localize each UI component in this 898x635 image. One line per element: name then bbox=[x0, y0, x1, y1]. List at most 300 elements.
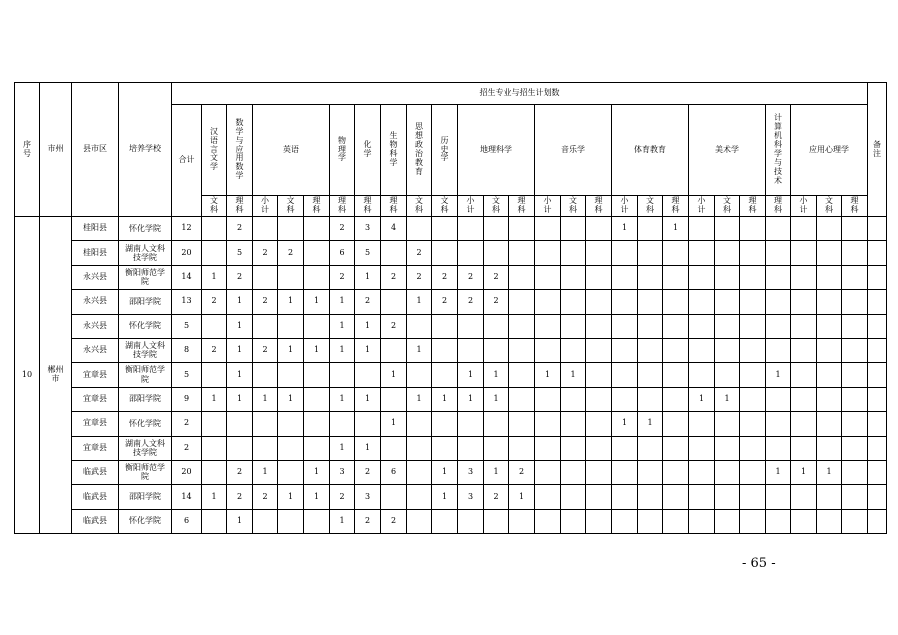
count-cell bbox=[612, 338, 638, 362]
count-cell bbox=[509, 387, 535, 411]
count-cell bbox=[663, 387, 689, 411]
count-cell: 2 bbox=[227, 460, 253, 484]
count-cell bbox=[638, 265, 663, 289]
count-cell bbox=[715, 290, 740, 314]
count-cell bbox=[535, 338, 561, 362]
table-row bbox=[15, 412, 887, 436]
county-cell: 临武县 bbox=[72, 460, 119, 484]
subheader-arts-11: 文科 bbox=[484, 196, 509, 217]
school-cell: 湖南人文科技学院 bbox=[119, 436, 172, 460]
remarks-cell bbox=[868, 217, 887, 241]
table-row bbox=[15, 363, 887, 387]
count-cell: 1 bbox=[509, 485, 535, 509]
count-cell bbox=[740, 314, 766, 338]
count-cell: 1 bbox=[355, 387, 381, 411]
count-cell bbox=[278, 412, 304, 436]
subheader-science-5: 理科 bbox=[330, 196, 355, 217]
count-cell bbox=[842, 363, 868, 387]
count-cell bbox=[535, 217, 561, 241]
count-cell bbox=[561, 338, 586, 362]
count-cell bbox=[509, 338, 535, 362]
count-cell bbox=[689, 338, 715, 362]
remarks-cell bbox=[868, 387, 887, 411]
count-cell bbox=[586, 485, 612, 509]
subheader-science-12: 理科 bbox=[509, 196, 535, 217]
count-cell bbox=[766, 485, 791, 509]
count-cell: 2 bbox=[227, 485, 253, 509]
count-cell bbox=[791, 290, 817, 314]
header-county: 县市区 bbox=[72, 83, 119, 217]
count-cell bbox=[689, 241, 715, 265]
count-cell: 2 bbox=[381, 509, 407, 533]
count-cell: 2 bbox=[330, 217, 355, 241]
county-cell: 永兴县 bbox=[72, 290, 119, 314]
count-cell bbox=[689, 265, 715, 289]
count-cell bbox=[766, 217, 791, 241]
count-cell bbox=[817, 412, 842, 436]
count-cell bbox=[612, 241, 638, 265]
count-cell: 1 bbox=[278, 387, 304, 411]
count-cell bbox=[791, 265, 817, 289]
count-cell: 1 bbox=[227, 387, 253, 411]
subheader-science-25: 理科 bbox=[842, 196, 868, 217]
count-cell: 1 bbox=[766, 460, 791, 484]
count-cell bbox=[766, 290, 791, 314]
count-cell bbox=[561, 314, 586, 338]
count-cell bbox=[842, 412, 868, 436]
count-cell bbox=[561, 241, 586, 265]
enrollment-plan-table bbox=[14, 82, 887, 534]
count-cell bbox=[842, 387, 868, 411]
count-cell bbox=[638, 338, 663, 362]
count-cell bbox=[638, 217, 663, 241]
count-cell bbox=[355, 412, 381, 436]
count-cell bbox=[253, 217, 278, 241]
count-cell bbox=[740, 460, 766, 484]
county-cell: 宜章县 bbox=[72, 363, 119, 387]
count-cell bbox=[740, 387, 766, 411]
count-cell: 2 bbox=[330, 485, 355, 509]
count-cell bbox=[715, 338, 740, 362]
subheader-science-6: 理科 bbox=[355, 196, 381, 217]
count-cell: 1 bbox=[202, 485, 227, 509]
remarks-cell bbox=[868, 290, 887, 314]
count-cell bbox=[458, 314, 484, 338]
header-math: 数学与应用数学 bbox=[227, 105, 253, 196]
remarks-cell bbox=[868, 509, 887, 533]
count-cell bbox=[586, 241, 612, 265]
count-cell bbox=[278, 314, 304, 338]
count-cell: 2 bbox=[432, 265, 458, 289]
count-cell bbox=[253, 436, 278, 460]
count-cell: 2 bbox=[484, 485, 509, 509]
count-cell bbox=[842, 338, 868, 362]
count-cell: 1 bbox=[202, 387, 227, 411]
count-cell bbox=[381, 485, 407, 509]
page-number: - 65 - bbox=[742, 556, 776, 571]
count-cell: 1 bbox=[612, 412, 638, 436]
count-cell: 1 bbox=[484, 460, 509, 484]
count-cell bbox=[817, 265, 842, 289]
count-cell: 1 bbox=[355, 338, 381, 362]
county-cell: 永兴县 bbox=[72, 265, 119, 289]
count-cell bbox=[253, 314, 278, 338]
count-cell: 1 bbox=[227, 314, 253, 338]
count-cell bbox=[689, 436, 715, 460]
count-cell bbox=[817, 485, 842, 509]
subheader-subtotal-19: 小计 bbox=[689, 196, 715, 217]
count-cell bbox=[689, 412, 715, 436]
count-cell bbox=[227, 436, 253, 460]
subheader-subtotal-2: 小计 bbox=[253, 196, 278, 217]
count-cell bbox=[381, 241, 407, 265]
school-cell: 衡阳师范学院 bbox=[119, 460, 172, 484]
count-cell bbox=[715, 217, 740, 241]
subheader-arts-20: 文科 bbox=[715, 196, 740, 217]
subheader-subtotal-23: 小计 bbox=[791, 196, 817, 217]
count-cell bbox=[304, 241, 330, 265]
count-cell bbox=[740, 436, 766, 460]
header-chemistry: 化学 bbox=[355, 105, 381, 196]
subheader-arts-3: 文科 bbox=[278, 196, 304, 217]
school-cell: 邵阳学院 bbox=[119, 387, 172, 411]
count-cell bbox=[535, 290, 561, 314]
count-cell: 5 bbox=[227, 241, 253, 265]
count-cell bbox=[612, 460, 638, 484]
count-cell bbox=[715, 363, 740, 387]
count-cell bbox=[253, 265, 278, 289]
school-cell: 怀化学院 bbox=[119, 217, 172, 241]
subheader-science-4: 理科 bbox=[304, 196, 330, 217]
count-cell bbox=[202, 412, 227, 436]
count-cell bbox=[817, 241, 842, 265]
count-cell bbox=[458, 509, 484, 533]
count-cell bbox=[766, 265, 791, 289]
count-cell bbox=[484, 412, 509, 436]
count-cell bbox=[432, 217, 458, 241]
count-cell bbox=[304, 412, 330, 436]
header-biology: 生物科学 bbox=[381, 105, 407, 196]
remarks-cell bbox=[868, 363, 887, 387]
count-cell bbox=[509, 290, 535, 314]
count-cell bbox=[330, 363, 355, 387]
school-cell: 怀化学院 bbox=[119, 509, 172, 533]
count-cell bbox=[535, 387, 561, 411]
count-cell bbox=[612, 509, 638, 533]
count-cell: 5 bbox=[355, 241, 381, 265]
count-cell bbox=[715, 460, 740, 484]
count-cell: 1 bbox=[355, 265, 381, 289]
count-cell bbox=[612, 314, 638, 338]
count-cell: 1 bbox=[330, 509, 355, 533]
count-cell: 2 bbox=[355, 290, 381, 314]
header-politics: 思想政治教育 bbox=[407, 105, 432, 196]
seq-value: 10 bbox=[15, 217, 40, 534]
count-cell bbox=[842, 265, 868, 289]
count-cell: 2 bbox=[355, 460, 381, 484]
count-cell bbox=[484, 509, 509, 533]
count-cell bbox=[484, 241, 509, 265]
count-cell bbox=[561, 387, 586, 411]
count-cell: 1 bbox=[638, 412, 663, 436]
count-cell: 1 bbox=[535, 363, 561, 387]
count-cell: 6 bbox=[330, 241, 355, 265]
count-cell bbox=[561, 265, 586, 289]
count-cell bbox=[407, 363, 432, 387]
count-cell bbox=[740, 363, 766, 387]
city-value: 郴州市 bbox=[40, 217, 72, 534]
count-cell bbox=[253, 363, 278, 387]
count-cell bbox=[842, 217, 868, 241]
subheader-science-7: 理科 bbox=[381, 196, 407, 217]
count-cell bbox=[689, 217, 715, 241]
total-cell: 14 bbox=[172, 485, 202, 509]
count-cell bbox=[663, 436, 689, 460]
total-cell: 9 bbox=[172, 387, 202, 411]
count-cell: 1 bbox=[227, 509, 253, 533]
header-music: 音乐学 bbox=[535, 105, 612, 196]
count-cell bbox=[586, 314, 612, 338]
count-cell: 1 bbox=[561, 363, 586, 387]
table-row bbox=[15, 314, 887, 338]
total-cell: 12 bbox=[172, 217, 202, 241]
count-cell bbox=[638, 241, 663, 265]
count-cell bbox=[407, 436, 432, 460]
count-cell bbox=[586, 387, 612, 411]
count-cell bbox=[689, 290, 715, 314]
count-cell: 1 bbox=[330, 387, 355, 411]
count-cell bbox=[458, 241, 484, 265]
remarks-cell bbox=[868, 485, 887, 509]
count-cell bbox=[791, 412, 817, 436]
count-cell: 1 bbox=[458, 363, 484, 387]
count-cell bbox=[663, 338, 689, 362]
count-cell: 1 bbox=[227, 290, 253, 314]
count-cell bbox=[663, 363, 689, 387]
count-cell bbox=[355, 363, 381, 387]
count-cell bbox=[278, 436, 304, 460]
count-cell bbox=[509, 412, 535, 436]
total-cell: 13 bbox=[172, 290, 202, 314]
count-cell bbox=[689, 509, 715, 533]
count-cell bbox=[535, 241, 561, 265]
count-cell bbox=[253, 412, 278, 436]
count-cell: 2 bbox=[202, 338, 227, 362]
count-cell: 2 bbox=[484, 290, 509, 314]
count-cell bbox=[715, 412, 740, 436]
count-cell bbox=[304, 363, 330, 387]
count-cell bbox=[381, 387, 407, 411]
count-cell: 2 bbox=[253, 290, 278, 314]
count-cell bbox=[484, 217, 509, 241]
count-cell bbox=[612, 363, 638, 387]
count-cell: 2 bbox=[278, 241, 304, 265]
count-cell bbox=[535, 314, 561, 338]
header-fineart: 美术学 bbox=[689, 105, 766, 196]
header-psych: 应用心理学 bbox=[791, 105, 868, 196]
count-cell bbox=[715, 485, 740, 509]
count-cell bbox=[715, 265, 740, 289]
count-cell bbox=[638, 314, 663, 338]
total-cell: 2 bbox=[172, 412, 202, 436]
count-cell: 1 bbox=[227, 338, 253, 362]
count-cell bbox=[766, 387, 791, 411]
count-cell: 1 bbox=[330, 314, 355, 338]
subheader-subtotal-16: 小计 bbox=[612, 196, 638, 217]
count-cell: 1 bbox=[330, 436, 355, 460]
count-cell bbox=[586, 265, 612, 289]
count-cell bbox=[766, 314, 791, 338]
count-cell bbox=[381, 290, 407, 314]
count-cell bbox=[432, 241, 458, 265]
count-cell bbox=[766, 338, 791, 362]
count-cell bbox=[663, 412, 689, 436]
header-pe: 体育教育 bbox=[612, 105, 689, 196]
header-plan-title: 招生专业与招生计划数 bbox=[172, 83, 868, 105]
count-cell bbox=[842, 241, 868, 265]
subheader-subtotal-10: 小计 bbox=[458, 196, 484, 217]
count-cell bbox=[663, 265, 689, 289]
count-cell bbox=[535, 436, 561, 460]
count-cell bbox=[817, 290, 842, 314]
count-cell bbox=[304, 509, 330, 533]
count-cell: 1 bbox=[817, 460, 842, 484]
count-cell bbox=[458, 338, 484, 362]
header-seq: 序号 bbox=[15, 83, 40, 217]
total-cell: 14 bbox=[172, 265, 202, 289]
count-cell: 1 bbox=[227, 363, 253, 387]
count-cell bbox=[791, 363, 817, 387]
count-cell: 1 bbox=[432, 485, 458, 509]
count-cell: 1 bbox=[407, 290, 432, 314]
count-cell bbox=[766, 509, 791, 533]
count-cell: 1 bbox=[484, 363, 509, 387]
table-row bbox=[15, 509, 887, 533]
count-cell bbox=[817, 436, 842, 460]
count-cell: 2 bbox=[253, 338, 278, 362]
count-cell bbox=[509, 363, 535, 387]
count-cell bbox=[561, 509, 586, 533]
count-cell bbox=[381, 338, 407, 362]
county-cell: 宜章县 bbox=[72, 412, 119, 436]
count-cell bbox=[509, 436, 535, 460]
count-cell bbox=[586, 217, 612, 241]
subheader-arts-0: 文科 bbox=[202, 196, 227, 217]
county-cell: 宜章县 bbox=[72, 387, 119, 411]
header-school: 培养学校 bbox=[119, 83, 172, 217]
count-cell bbox=[689, 314, 715, 338]
count-cell: 1 bbox=[432, 387, 458, 411]
count-cell bbox=[432, 314, 458, 338]
count-cell bbox=[817, 217, 842, 241]
subheader-arts-9: 文科 bbox=[432, 196, 458, 217]
count-cell bbox=[663, 314, 689, 338]
count-cell bbox=[612, 265, 638, 289]
count-cell bbox=[407, 314, 432, 338]
count-cell bbox=[278, 265, 304, 289]
count-cell: 2 bbox=[458, 265, 484, 289]
county-cell: 宜章县 bbox=[72, 436, 119, 460]
count-cell bbox=[817, 387, 842, 411]
count-cell bbox=[638, 509, 663, 533]
header-total: 合计 bbox=[172, 105, 202, 217]
subheader-science-18: 理科 bbox=[663, 196, 689, 217]
school-cell: 邵阳学院 bbox=[119, 290, 172, 314]
header-geography: 地理科学 bbox=[458, 105, 535, 196]
header-cs: 计算机科学与技术 bbox=[766, 105, 791, 196]
count-cell bbox=[612, 387, 638, 411]
county-cell: 临武县 bbox=[72, 509, 119, 533]
count-cell: 1 bbox=[304, 460, 330, 484]
subheader-science-1: 理科 bbox=[227, 196, 253, 217]
total-cell: 6 bbox=[172, 509, 202, 533]
count-cell bbox=[740, 290, 766, 314]
count-cell bbox=[535, 412, 561, 436]
count-cell: 1 bbox=[612, 217, 638, 241]
count-cell: 1 bbox=[432, 460, 458, 484]
count-cell: 1 bbox=[278, 338, 304, 362]
count-cell: 1 bbox=[304, 485, 330, 509]
count-cell: 2 bbox=[253, 485, 278, 509]
count-cell: 1 bbox=[278, 290, 304, 314]
remarks-cell bbox=[868, 412, 887, 436]
count-cell: 1 bbox=[663, 217, 689, 241]
count-cell bbox=[432, 363, 458, 387]
count-cell bbox=[791, 485, 817, 509]
count-cell bbox=[381, 436, 407, 460]
school-cell: 衡阳师范学院 bbox=[119, 363, 172, 387]
table-row bbox=[15, 241, 887, 265]
count-cell bbox=[715, 314, 740, 338]
count-cell: 2 bbox=[407, 241, 432, 265]
count-cell bbox=[689, 485, 715, 509]
count-cell bbox=[791, 314, 817, 338]
count-cell bbox=[791, 509, 817, 533]
count-cell bbox=[253, 509, 278, 533]
count-cell: 2 bbox=[227, 265, 253, 289]
count-cell bbox=[202, 217, 227, 241]
count-cell: 2 bbox=[381, 314, 407, 338]
count-cell bbox=[791, 241, 817, 265]
count-cell bbox=[740, 217, 766, 241]
table-row bbox=[15, 460, 887, 484]
count-cell bbox=[407, 460, 432, 484]
count-cell: 3 bbox=[458, 460, 484, 484]
count-cell: 1 bbox=[381, 363, 407, 387]
count-cell: 2 bbox=[330, 265, 355, 289]
remarks-cell bbox=[868, 241, 887, 265]
count-cell bbox=[407, 412, 432, 436]
count-cell bbox=[663, 509, 689, 533]
count-cell bbox=[663, 485, 689, 509]
subheader-arts-24: 文科 bbox=[817, 196, 842, 217]
count-cell: 3 bbox=[458, 485, 484, 509]
count-cell bbox=[304, 314, 330, 338]
count-cell bbox=[715, 509, 740, 533]
count-cell: 2 bbox=[227, 217, 253, 241]
count-cell bbox=[663, 460, 689, 484]
count-cell bbox=[407, 509, 432, 533]
count-cell bbox=[842, 460, 868, 484]
count-cell bbox=[509, 509, 535, 533]
count-cell bbox=[458, 217, 484, 241]
count-cell bbox=[407, 485, 432, 509]
count-cell bbox=[842, 509, 868, 533]
total-cell: 5 bbox=[172, 363, 202, 387]
table-row bbox=[15, 387, 887, 411]
count-cell bbox=[484, 338, 509, 362]
count-cell bbox=[535, 485, 561, 509]
